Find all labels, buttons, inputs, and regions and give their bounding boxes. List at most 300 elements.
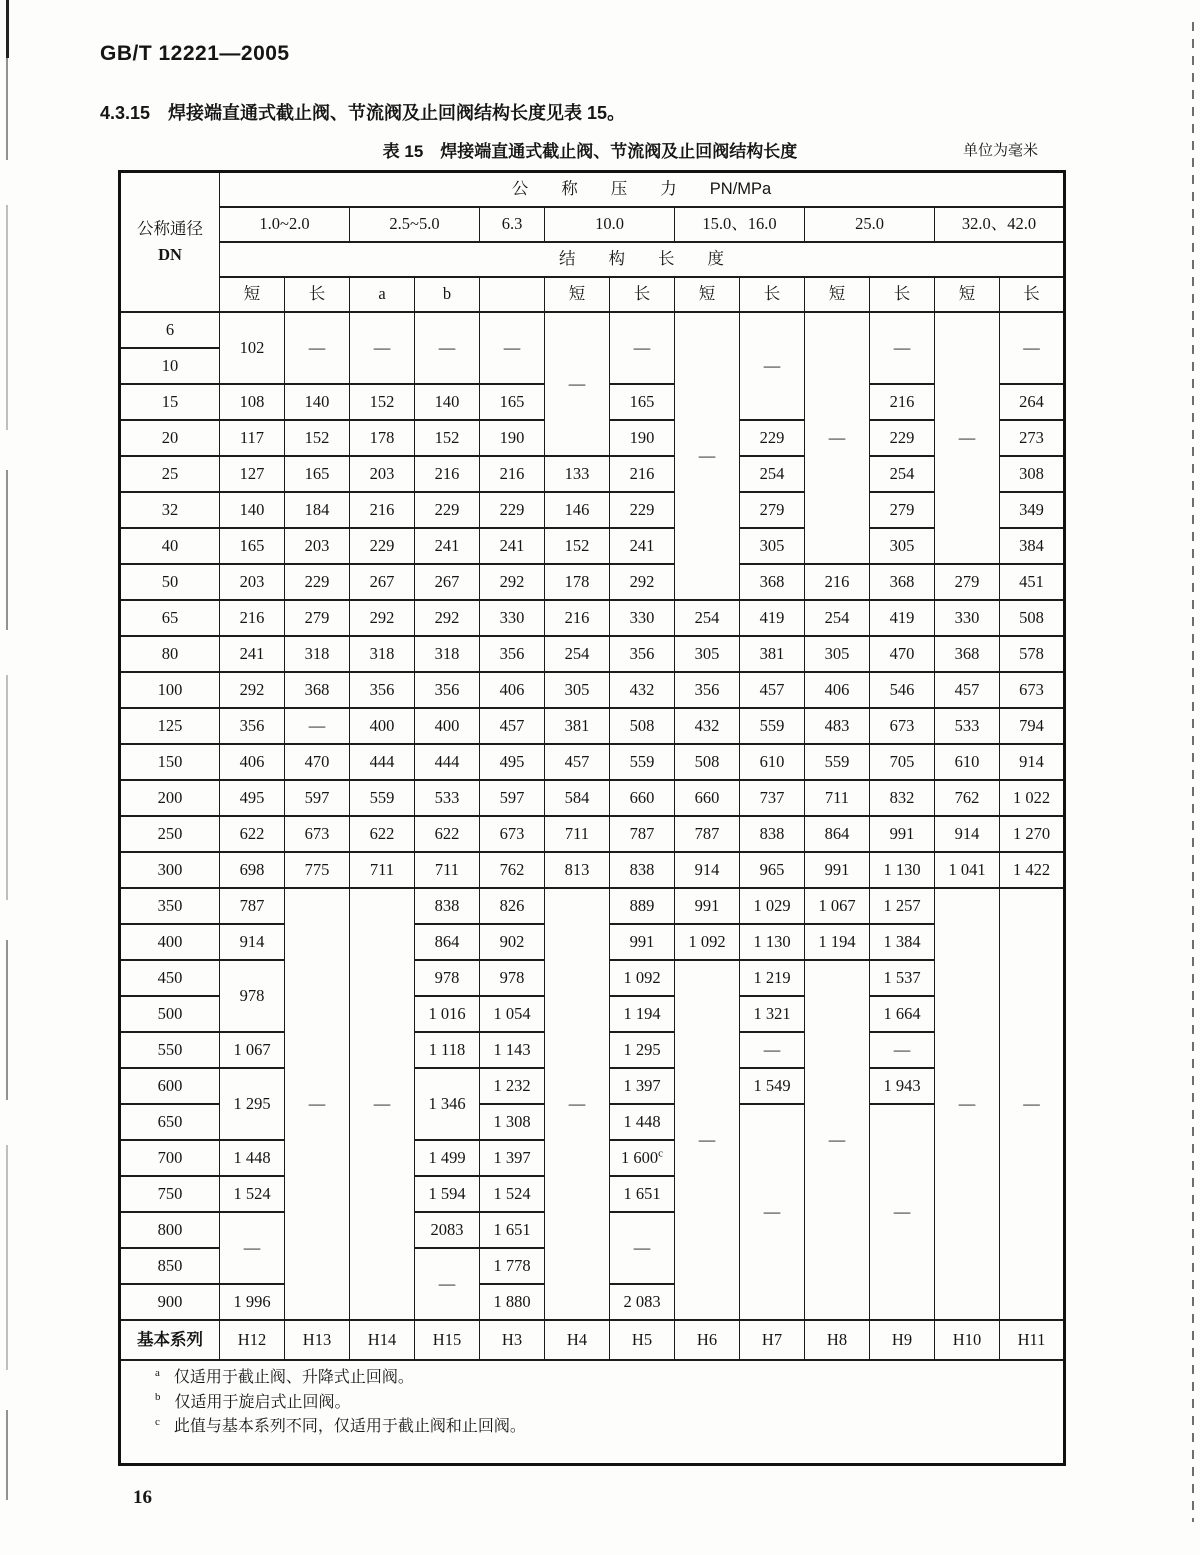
- length-cell: 216: [415, 456, 480, 492]
- length-cell: 1 067: [220, 1032, 285, 1068]
- length-cell: 787: [675, 816, 740, 852]
- dn-cell: 10: [120, 348, 220, 384]
- length-cell: 432: [675, 708, 740, 744]
- length-cell: 1 194: [610, 996, 675, 1032]
- length-cell: 406: [805, 672, 870, 708]
- dn-cell: 450: [120, 960, 220, 996]
- series-cell: H7: [740, 1320, 805, 1360]
- length-cell: 978: [220, 960, 285, 1032]
- length-cell: —: [675, 312, 740, 600]
- length-cell: 1 664: [870, 996, 935, 1032]
- series-cell: H11: [1000, 1320, 1065, 1360]
- length-cell: 838: [740, 816, 805, 852]
- length-cell: —: [545, 312, 610, 456]
- dn-cell: 850: [120, 1248, 220, 1284]
- length-cell: 1 448: [220, 1140, 285, 1176]
- length-cell: 622: [350, 816, 415, 852]
- length-cell: 190: [610, 420, 675, 456]
- length-cell: 229: [285, 564, 350, 600]
- length-cell: 305: [870, 528, 935, 564]
- length-cell: 178: [545, 564, 610, 600]
- scan-artifact-right-edge: [1192, 22, 1194, 1522]
- length-cell: 1 397: [610, 1068, 675, 1104]
- length-cell: 889: [610, 888, 675, 924]
- table-row: [120, 600, 1065, 636]
- dn-cell: 50: [120, 564, 220, 600]
- dn-cell: 15: [120, 384, 220, 420]
- footnote-mark: b: [155, 1391, 161, 1404]
- length-title-row: [120, 242, 1065, 277]
- length-cell: 838: [610, 852, 675, 888]
- length-cell: 559: [350, 780, 415, 816]
- length-cell: 762: [935, 780, 1000, 816]
- length-cell: 2083: [415, 1212, 480, 1248]
- length-cell: 578: [1000, 636, 1065, 672]
- length-cell: 229: [480, 492, 545, 528]
- length-cell: —: [740, 1104, 805, 1320]
- length-cell: 864: [415, 924, 480, 960]
- length-cell: —: [935, 888, 1000, 1320]
- unit-note: 单位为毫米: [962, 143, 1038, 159]
- length-cell: 368: [870, 564, 935, 600]
- length-cell: 711: [805, 780, 870, 816]
- length-cell: 444: [415, 744, 480, 780]
- dn-cell: 900: [120, 1284, 220, 1320]
- dn-label: 公称通径: [137, 219, 203, 238]
- table-row: [120, 636, 1065, 672]
- length-cell: 1 422: [1000, 852, 1065, 888]
- length-cell: 775: [285, 852, 350, 888]
- length-cell: 279: [740, 492, 805, 528]
- scan-artifact-corner-bar: [6, 0, 9, 58]
- length-cell: 419: [740, 600, 805, 636]
- length-cell: 711: [350, 852, 415, 888]
- length-cell: 1 524: [220, 1176, 285, 1212]
- table-row: [120, 888, 1065, 924]
- length-cell: 203: [350, 456, 415, 492]
- length-cell: 2 083: [610, 1284, 675, 1320]
- length-cell: 1 397: [480, 1140, 545, 1176]
- length-cell: 381: [545, 708, 610, 744]
- length-cell: 978: [415, 960, 480, 996]
- length-cell: 108: [220, 384, 285, 420]
- length-cell: —: [610, 1212, 675, 1284]
- length-cell: 406: [480, 672, 545, 708]
- length-cell: —: [870, 1104, 935, 1320]
- dn-cell: 350: [120, 888, 220, 924]
- length-cell: 444: [350, 744, 415, 780]
- length-cell: 660: [675, 780, 740, 816]
- sub-header-cell: 长: [740, 277, 805, 312]
- length-cell: 254: [675, 600, 740, 636]
- length-cell: 533: [935, 708, 1000, 744]
- length-cell: 216: [610, 456, 675, 492]
- length-cell: 356: [415, 672, 480, 708]
- length-cell: 190: [480, 420, 545, 456]
- length-cell: 229: [610, 492, 675, 528]
- series-cell: H15: [415, 1320, 480, 1360]
- length-cell: 1 022: [1000, 780, 1065, 816]
- dn-cell: 250: [120, 816, 220, 852]
- length-cell: 559: [805, 744, 870, 780]
- dn-cell: 40: [120, 528, 220, 564]
- length-cell: 1 600$^c$: [610, 1140, 675, 1176]
- dn-cell: 100: [120, 672, 220, 708]
- length-cell: 267: [415, 564, 480, 600]
- length-cell: 229: [415, 492, 480, 528]
- dn-cell: 800: [120, 1212, 220, 1248]
- length-cell: 381: [740, 636, 805, 672]
- footnotes: [120, 1360, 1065, 1465]
- sub-header-cell: 长: [285, 277, 350, 312]
- pressure-class-cell: 32.0、42.0: [935, 207, 1065, 242]
- length-cell: 400: [415, 708, 480, 744]
- series-cell: H8: [805, 1320, 870, 1360]
- dn-cell: 32: [120, 492, 220, 528]
- length-cell: 165: [610, 384, 675, 420]
- series-label: 基本系列: [120, 1320, 220, 1360]
- length-cell: 457: [740, 672, 805, 708]
- length-cell: 483: [805, 708, 870, 744]
- length-cell: 965: [740, 852, 805, 888]
- length-cell: 559: [740, 708, 805, 744]
- length-cell: —: [350, 312, 415, 384]
- length-cell: —: [1000, 888, 1065, 1320]
- length-cell: —: [740, 312, 805, 420]
- sub-header-cell: 长: [1000, 277, 1065, 312]
- length-cell: 279: [285, 600, 350, 636]
- dn-cell: 150: [120, 744, 220, 780]
- dn-header-cell: [120, 172, 220, 313]
- length-cell: 470: [870, 636, 935, 672]
- length-cell: 610: [935, 744, 1000, 780]
- dn-cell: 200: [120, 780, 220, 816]
- length-cell: 787: [610, 816, 675, 852]
- length-cell: 597: [480, 780, 545, 816]
- length-cell: 495: [480, 744, 545, 780]
- length-cell: 1 118: [415, 1032, 480, 1068]
- length-cell: 305: [545, 672, 610, 708]
- length-cell: 241: [610, 528, 675, 564]
- length-cell: 305: [740, 528, 805, 564]
- length-cell: 762: [480, 852, 545, 888]
- dn-cell: 65: [120, 600, 220, 636]
- sub-header-cell: b: [415, 277, 480, 312]
- sub-header-cell: 长: [610, 277, 675, 312]
- length-cell: —: [545, 888, 610, 1320]
- length-cell: 330: [935, 600, 1000, 636]
- length-cell: 229: [870, 420, 935, 456]
- length-cell: 737: [740, 780, 805, 816]
- length-cell: —: [935, 312, 1000, 564]
- length-cell: 292: [350, 600, 415, 636]
- length-cell: —: [415, 312, 480, 384]
- table-row: [120, 780, 1065, 816]
- series-cell: H12: [220, 1320, 285, 1360]
- length-cell: 368: [285, 672, 350, 708]
- dn-cell: 25: [120, 456, 220, 492]
- length-cell: 318: [285, 636, 350, 672]
- length-cell: 1 321: [740, 996, 805, 1032]
- length-cell: 356: [610, 636, 675, 672]
- length-cell: 229: [350, 528, 415, 564]
- length-cell: 292: [220, 672, 285, 708]
- length-cell: 673: [285, 816, 350, 852]
- length-cell: 864: [805, 816, 870, 852]
- length-cell: 165: [480, 384, 545, 420]
- length-cell: 451: [1000, 564, 1065, 600]
- length-cell: 292: [480, 564, 545, 600]
- length-cell: 140: [415, 384, 480, 420]
- length-cell: 991: [675, 888, 740, 924]
- length-cell: 533: [415, 780, 480, 816]
- dn-cell: 550: [120, 1032, 220, 1068]
- length-cell: 1 130: [740, 924, 805, 960]
- length-cell: 241: [480, 528, 545, 564]
- length-cell: 127: [220, 456, 285, 492]
- length-cell: 1 943: [870, 1068, 935, 1104]
- length-cell: 508: [610, 708, 675, 744]
- dn-cell: 300: [120, 852, 220, 888]
- length-cell: 546: [870, 672, 935, 708]
- length-cell: 146: [545, 492, 610, 528]
- length-cell: 711: [545, 816, 610, 852]
- footnote-mark: c: [658, 1147, 663, 1160]
- dn-cell: 20: [120, 420, 220, 456]
- length-cell: 279: [870, 492, 935, 528]
- length-cell: 165: [285, 456, 350, 492]
- length-cell: —: [675, 960, 740, 1320]
- pressure-class-cell: 6.3: [480, 207, 545, 242]
- length-cell: 673: [1000, 672, 1065, 708]
- length-cell: 264: [1000, 384, 1065, 420]
- table-row: [120, 492, 1065, 528]
- length-cell: —: [350, 888, 415, 1320]
- length-cell: 622: [220, 816, 285, 852]
- length-cell: 292: [415, 600, 480, 636]
- table-row: [120, 852, 1065, 888]
- length-cell: 254: [870, 456, 935, 492]
- length-cell: 133: [545, 456, 610, 492]
- dn-cell: 400: [120, 924, 220, 960]
- pressure-class-cell: 10.0: [545, 207, 675, 242]
- caption-row: [118, 137, 1062, 163]
- pressure-class-row: [120, 207, 1065, 242]
- length-title: 结 构 长 度: [220, 242, 1065, 277]
- length-cell: 1 295: [220, 1068, 285, 1140]
- table-row: [120, 672, 1065, 708]
- length-cell: 1 219: [740, 960, 805, 996]
- length-cell: 1 549: [740, 1068, 805, 1104]
- length-cell: 152: [285, 420, 350, 456]
- table-row: [120, 312, 1065, 348]
- length-cell: —: [805, 312, 870, 564]
- length-cell: 267: [350, 564, 415, 600]
- dn-cell: 500: [120, 996, 220, 1032]
- length-cell: 673: [480, 816, 545, 852]
- dn-symbol: DN: [158, 245, 182, 264]
- length-cell: 1 308: [480, 1104, 545, 1140]
- pressure-class-cell: 2.5~5.0: [350, 207, 480, 242]
- doc-code: GB/T 12221—2005: [100, 42, 290, 65]
- length-cell: 470: [285, 744, 350, 780]
- footnote-line: $^b$ 仅适用于旋启式止回阀。: [155, 1391, 351, 1411]
- length-cell: 140: [285, 384, 350, 420]
- length-cell: 292: [610, 564, 675, 600]
- sub-header-cell: 短: [675, 277, 740, 312]
- length-cell: 229: [740, 420, 805, 456]
- length-cell: 902: [480, 924, 545, 960]
- length-cell: 279: [935, 564, 1000, 600]
- series-cell: H6: [675, 1320, 740, 1360]
- dn-cell: 600: [120, 1068, 220, 1104]
- length-cell: 914: [1000, 744, 1065, 780]
- length-cell: 673: [870, 708, 935, 744]
- dn-cell: 750: [120, 1176, 220, 1212]
- series-row: [120, 1320, 1065, 1360]
- length-cell: 356: [480, 636, 545, 672]
- length-cell: 184: [285, 492, 350, 528]
- length-cell: 705: [870, 744, 935, 780]
- length-cell: 165: [220, 528, 285, 564]
- length-cell: 813: [545, 852, 610, 888]
- length-cell: 368: [740, 564, 805, 600]
- sub-header-cell: 短: [220, 277, 285, 312]
- length-cell: 826: [480, 888, 545, 924]
- length-cell: 584: [545, 780, 610, 816]
- table-row: [120, 564, 1065, 600]
- length-cell: 384: [1000, 528, 1065, 564]
- length-cell: 622: [415, 816, 480, 852]
- length-cell: 1 778: [480, 1248, 545, 1284]
- pressure-class-cell: 1.0~2.0: [220, 207, 350, 242]
- length-cell: 914: [220, 924, 285, 960]
- length-cell: 349: [1000, 492, 1065, 528]
- series-cell: H5: [610, 1320, 675, 1360]
- length-cell: 508: [1000, 600, 1065, 636]
- length-cell: 140: [220, 492, 285, 528]
- length-cell: 419: [870, 600, 935, 636]
- length-cell: 1 270: [1000, 816, 1065, 852]
- sub-header-cell: 长: [870, 277, 935, 312]
- table-caption: 表 15 焊接端直通式截止阀、节流阀及止回阀结构长度: [382, 142, 798, 161]
- length-cell: 1 016: [415, 996, 480, 1032]
- length-cell: 914: [935, 816, 1000, 852]
- length-cell: 457: [935, 672, 1000, 708]
- length-cell: 216: [870, 384, 935, 420]
- length-cell: 216: [350, 492, 415, 528]
- scan-artifact-left-edge: [6, 0, 8, 1500]
- length-cell: 914: [675, 852, 740, 888]
- length-cell: —: [805, 960, 870, 1320]
- length-cell: 838: [415, 888, 480, 924]
- length-cell: 1 257: [870, 888, 935, 924]
- length-cell: 1 194: [805, 924, 870, 960]
- length-cell: 216: [805, 564, 870, 600]
- length-cell: —: [285, 708, 350, 744]
- length-cell: 432: [610, 672, 675, 708]
- series-cell: H13: [285, 1320, 350, 1360]
- dn-cell: 125: [120, 708, 220, 744]
- length-cell: 794: [1000, 708, 1065, 744]
- length-cell: 978: [480, 960, 545, 996]
- length-cell: 254: [545, 636, 610, 672]
- footnote-line: $^a$ 仅适用于截止阀、升降式止回阀。: [155, 1366, 414, 1386]
- length-cell: 832: [870, 780, 935, 816]
- length-cell: 318: [350, 636, 415, 672]
- length-cell: 356: [350, 672, 415, 708]
- length-cell: —: [870, 1032, 935, 1068]
- series-cell: H10: [935, 1320, 1000, 1360]
- pressure-class-cell: 25.0: [805, 207, 935, 242]
- length-cell: 254: [740, 456, 805, 492]
- length-cell: —: [870, 312, 935, 384]
- length-cell: 1 143: [480, 1032, 545, 1068]
- length-cell: 216: [545, 600, 610, 636]
- pressure-class-cell: 15.0、16.0: [675, 207, 805, 242]
- length-cell: 1 092: [675, 924, 740, 960]
- length-cell: 102: [220, 312, 285, 384]
- length-cell: 330: [480, 600, 545, 636]
- length-cell: 117: [220, 420, 285, 456]
- length-cell: 356: [220, 708, 285, 744]
- dn-cell: 6: [120, 312, 220, 348]
- length-cell: 1 384: [870, 924, 935, 960]
- length-cell: —: [415, 1248, 480, 1320]
- pressure-title-row: [120, 172, 1065, 208]
- length-cell: 559: [610, 744, 675, 780]
- length-cell: 216: [220, 600, 285, 636]
- length-cell: 254: [805, 600, 870, 636]
- length-cell: 406: [220, 744, 285, 780]
- table-foot: [120, 1320, 1065, 1465]
- length-cell: —: [480, 312, 545, 384]
- table-row: [120, 456, 1065, 492]
- length-cell: —: [220, 1212, 285, 1284]
- footnote-line: $^c$ 此值与基本系列不同，仅适用于截止阀和止回阀。: [155, 1415, 526, 1436]
- length-cell: 1 232: [480, 1068, 545, 1104]
- length-cell: 1 130: [870, 852, 935, 888]
- length-cell: 1 880: [480, 1284, 545, 1320]
- sub-header-cell: [480, 277, 545, 312]
- length-cell: 991: [805, 852, 870, 888]
- length-cell: 1 067: [805, 888, 870, 924]
- series-cell: H9: [870, 1320, 935, 1360]
- length-cell: —: [740, 1032, 805, 1068]
- length-cell: 368: [935, 636, 1000, 672]
- length-cell: —: [610, 312, 675, 384]
- clause-text: 4.3.15 焊接端直通式截止阀、节流阀及止回阀结构长度见表 15。: [100, 103, 626, 123]
- footnote-mark: c: [155, 1415, 160, 1428]
- sub-header-cell: a: [350, 277, 415, 312]
- length-cell: 305: [675, 636, 740, 672]
- sub-header-cell: 短: [805, 277, 870, 312]
- dn-cell: 80: [120, 636, 220, 672]
- length-cell: —: [285, 312, 350, 384]
- sub-header-cell: 短: [545, 277, 610, 312]
- length-cell: 1 346: [415, 1068, 480, 1140]
- length-cell: 495: [220, 780, 285, 816]
- series-cell: H3: [480, 1320, 545, 1360]
- length-cell: 1 524: [480, 1176, 545, 1212]
- length-cell: 1 651: [610, 1176, 675, 1212]
- table-row: [120, 744, 1065, 780]
- length-cell: 356: [675, 672, 740, 708]
- length-cell: 152: [415, 420, 480, 456]
- length-cell: 308: [1000, 456, 1065, 492]
- pressure-title: 公 称 压 力 PN/MPa: [220, 172, 1065, 208]
- length-cell: 216: [480, 456, 545, 492]
